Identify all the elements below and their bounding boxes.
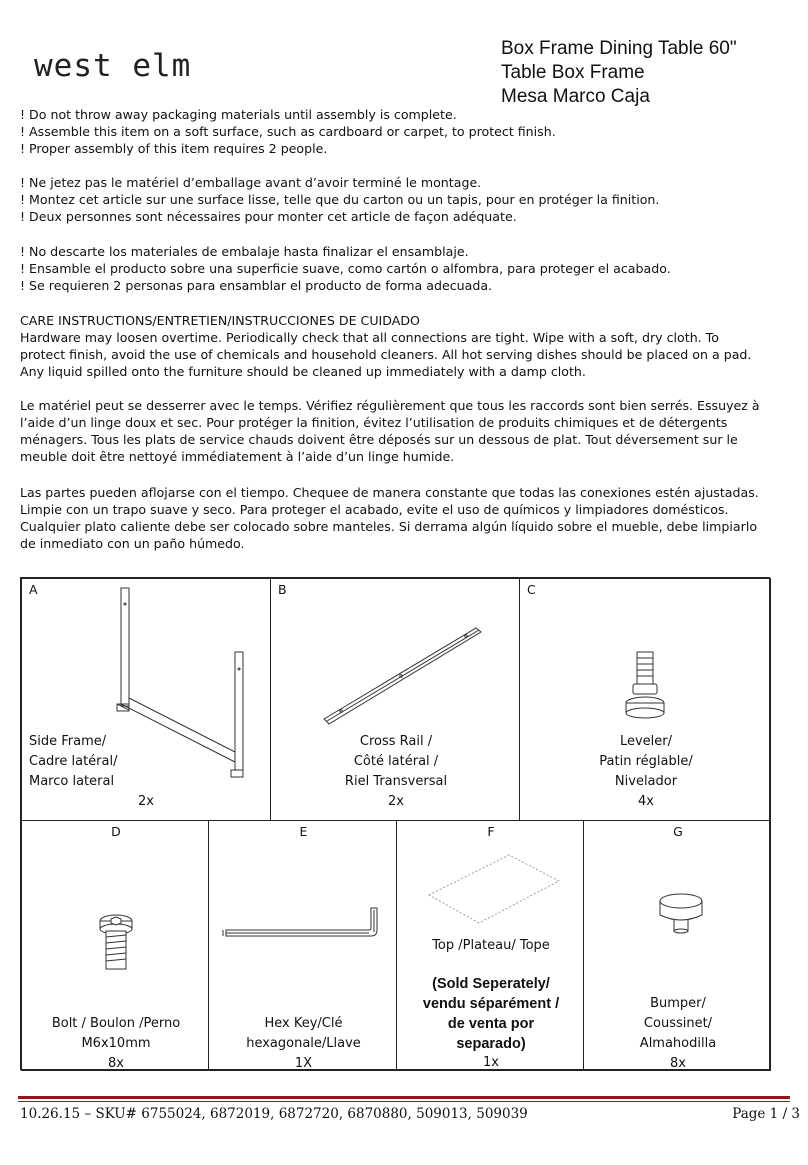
care-spanish bbox=[20, 484, 795, 552]
title-french: Table Box Frame bbox=[501, 62, 645, 83]
warning-line: ! Proper assembly of this item requires 2 people. bbox=[20, 141, 328, 156]
care-line: Cualquier plato caliente debe ser colocado sobre manteles. Si derrama algún líquido sobre el mueble, debe limpiarlo bbox=[20, 519, 758, 534]
care-line: Limpie con un trapo suave y seco. Para proteger el acabado, evite el uso de químicos y limpiadores domésticos. bbox=[20, 502, 729, 517]
care-french bbox=[20, 397, 795, 465]
part-name: Côté latéral / bbox=[353, 754, 439, 769]
part-letter: F bbox=[487, 824, 495, 839]
part-name: Cross Rail / bbox=[359, 734, 433, 749]
care-heading: CARE INSTRUCTIONS/ENTRETIEN/INSTRUCCIONES DE CUIDADO bbox=[20, 313, 420, 328]
part-b-caption bbox=[271, 732, 521, 812]
part-note-line: vendu séparément / bbox=[422, 996, 560, 1012]
warnings-french bbox=[20, 174, 795, 225]
care-line: Le matériel peut se desserrer avec le temps. Vérifiez régulièrement que tous les raccords sont bien serrés. Essuyez à bbox=[20, 398, 760, 413]
part-letter: E bbox=[299, 824, 308, 839]
part-cell-e bbox=[208, 820, 397, 1071]
footer-sku: 10.26.15 – SKU# 6755024, 6872019, 6872720, 6870880, 509013, 509039 bbox=[20, 1106, 528, 1122]
part-name: M6x10mm bbox=[81, 1036, 151, 1051]
part-note-line: separado) bbox=[456, 1036, 526, 1052]
warning-line: ! Do not throw away packaging materials until assembly is complete. bbox=[20, 107, 457, 122]
part-letter: C bbox=[527, 582, 536, 597]
care-line: l’aide d’un linge doux et sec. Pour protéger la finition, évitez l’utilisation de produits chimiques et de détergents bbox=[20, 415, 728, 430]
part-a-caption bbox=[29, 732, 117, 792]
warning-line: ! Ensamble el producto sobre una superficie suave, como cartón o alfombra, para proteger el acabado. bbox=[20, 261, 671, 276]
part-quantity: 2x bbox=[388, 794, 404, 809]
part-name: Almahodilla bbox=[639, 1036, 717, 1051]
side-frame-drawing bbox=[107, 584, 247, 779]
part-note-line: (Sold Seperately/ bbox=[432, 976, 550, 992]
warning-line: ! Montez cet article sur une surface lisse, telle que du carton ou un tapis, pour en protéger la finition. bbox=[20, 192, 660, 207]
part-cell-c bbox=[519, 578, 771, 821]
part-d-caption bbox=[22, 1014, 210, 1074]
warnings-spanish bbox=[20, 243, 795, 294]
leveler-drawing bbox=[620, 649, 670, 721]
care-line: de inmediato con un paño húmedo. bbox=[20, 536, 245, 551]
warning-line: ! Deux personnes sont nécessaires pour monter cet article de façon adéquate. bbox=[20, 209, 517, 224]
part-name: Bolt / Boulon /Perno bbox=[51, 1016, 181, 1031]
part-name: Top /Plateau/ Tope bbox=[432, 938, 550, 953]
warning-line: ! Assemble this item on a soft surface, such as cardboard or carpet, to protect finish. bbox=[20, 124, 556, 139]
product-titles bbox=[501, 37, 737, 109]
part-name: Marco lateral bbox=[29, 774, 115, 789]
part-letter: G bbox=[673, 824, 683, 839]
warnings-english bbox=[20, 106, 795, 157]
part-name: Side Frame/ bbox=[29, 734, 107, 749]
part-quantity: 1X bbox=[294, 1056, 313, 1071]
part-f-note bbox=[397, 974, 585, 1054]
hex-key-drawing bbox=[221, 906, 386, 951]
footer-rule-thin bbox=[18, 1101, 790, 1102]
cross-rail-drawing bbox=[321, 624, 486, 729]
care-line: Any liquid spilled onto the furniture should be cleaned up immediately with a damp cloth. bbox=[20, 364, 586, 379]
part-name: Riel Transversal bbox=[344, 774, 448, 789]
part-cell-a bbox=[21, 578, 271, 821]
part-cell-d bbox=[21, 820, 209, 1071]
title-english: Box Frame Dining Table 60" bbox=[501, 38, 737, 59]
part-name: Bumper/ bbox=[650, 996, 706, 1011]
part-name: hexagonale/Llave bbox=[246, 1036, 361, 1051]
title-spanish: Mesa Marco Caja bbox=[501, 86, 650, 107]
part-name: Patin réglable/ bbox=[599, 754, 693, 769]
part-letter: D bbox=[111, 824, 121, 839]
bolt-drawing bbox=[96, 913, 136, 973]
care-line: protect finish, avoid the use of chemicals and household cleaners. All hot serving dishes should be placed on a pad. bbox=[20, 347, 752, 362]
tabletop-drawing bbox=[427, 853, 562, 933]
part-name: Coussinet/ bbox=[643, 1016, 713, 1031]
part-letter: B bbox=[278, 582, 287, 597]
part-name: Cadre latéral/ bbox=[29, 754, 118, 769]
warning-line: ! Se requieren 2 personas para ensamblar el producto de forma adecuada. bbox=[20, 278, 493, 293]
care-line: Las partes pueden aflojarse con el tiempo. Chequee de manera constante que todas las conexiones estén ajustadas. bbox=[20, 485, 759, 500]
part-quantity: 4x bbox=[638, 794, 654, 809]
part-cell-b bbox=[270, 578, 520, 821]
part-cell-g bbox=[583, 820, 771, 1071]
bumper-drawing bbox=[656, 891, 706, 936]
part-cell-f bbox=[396, 820, 584, 1071]
warning-line: ! No descarte los materiales de embalaje hasta finalizar el ensamblaje. bbox=[20, 244, 469, 259]
part-e-caption bbox=[209, 1014, 398, 1074]
part-note-line: de venta por bbox=[447, 1016, 535, 1032]
warning-line: ! Ne jetez pas le matériel d’emballage avant d’avoir terminé le montage. bbox=[20, 175, 482, 190]
part-quantity: 1x bbox=[483, 1055, 499, 1070]
brand-logo: west elm bbox=[34, 48, 192, 84]
part-quantity: 2x bbox=[138, 794, 154, 809]
care-line: meuble doit être nettoyé immédiatement à l’aide d’un linge humide. bbox=[20, 449, 455, 464]
part-name: Leveler/ bbox=[619, 734, 673, 749]
part-g-caption bbox=[584, 994, 772, 1074]
parts-grid bbox=[20, 577, 770, 1070]
part-quantity: 8x bbox=[670, 1056, 686, 1071]
part-c-caption bbox=[520, 732, 772, 812]
part-quantity: 8x bbox=[108, 1056, 124, 1071]
page-number: Page 1 / 3 bbox=[732, 1106, 800, 1122]
care-english bbox=[20, 312, 795, 380]
part-name: Nivelador bbox=[614, 774, 678, 789]
part-name: Hex Key/Clé bbox=[264, 1016, 343, 1031]
care-line: ménagers. Tous les plats de service chauds doivent être déposés sur un dessous de plat. Tout déversement sur le bbox=[20, 432, 738, 447]
footer-rule bbox=[18, 1096, 790, 1099]
care-line: Hardware may loosen overtime. Periodically check that all connections are tight. Wipe with a soft, dry cloth. To bbox=[20, 330, 719, 345]
part-letter: A bbox=[29, 582, 38, 597]
